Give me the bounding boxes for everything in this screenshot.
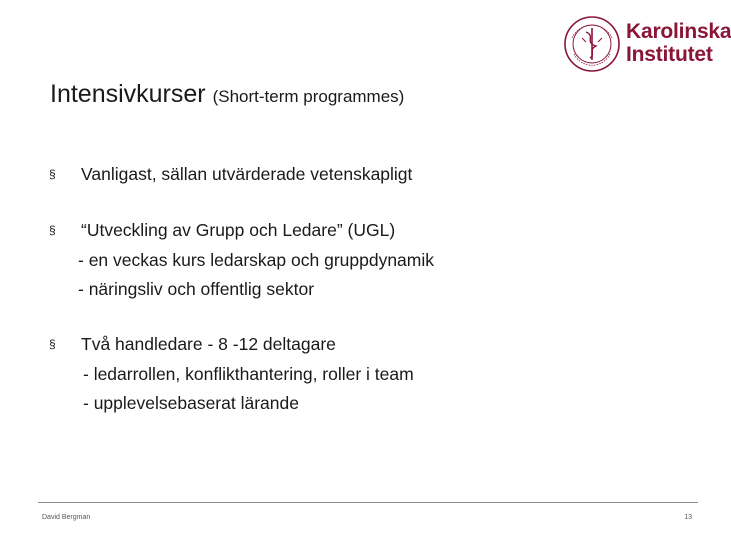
title-main: Intensivkurser — [50, 80, 206, 108]
bullet-3 — [49, 330, 414, 419]
footer-author: David Bergman — [42, 514, 91, 521]
bullet-1 — [49, 160, 412, 190]
logo-line-1: Karolinska — [626, 20, 731, 43]
bullet-marker: § — [49, 337, 56, 351]
footer-divider — [38, 502, 698, 503]
page-number: 13 — [684, 514, 692, 521]
bullet-2 — [49, 216, 434, 305]
bullet-1-line-1: Vanligast, sällan utvärderade vetenskapligt — [81, 164, 413, 184]
karolinska-logo — [560, 8, 731, 78]
slide-title — [50, 80, 404, 109]
bullet-marker: § — [49, 167, 56, 181]
bullet-3-line-3: - upplevelsebaserat lärande — [83, 393, 299, 413]
bullet-3-line-2: - ledarrollen, konflikthantering, roller i team — [83, 363, 414, 384]
bullet-3-line-1: Två handledare - 8 -12 deltagare — [81, 334, 336, 354]
bullet-marker: § — [49, 223, 56, 237]
logo-line-2: Institutet — [626, 43, 713, 66]
karolinska-seal-icon — [560, 8, 624, 78]
bullet-2-line-1: “Utveckling av Grupp och Ledare” (UGL) — [81, 220, 396, 240]
bullet-2-line-2: - en veckas kurs ledarskap och gruppdynamik — [78, 249, 435, 270]
bullet-2-line-3: - näringsliv och offentlig sektor — [78, 279, 315, 299]
title-sub: (Short-term programmes) — [212, 87, 405, 106]
